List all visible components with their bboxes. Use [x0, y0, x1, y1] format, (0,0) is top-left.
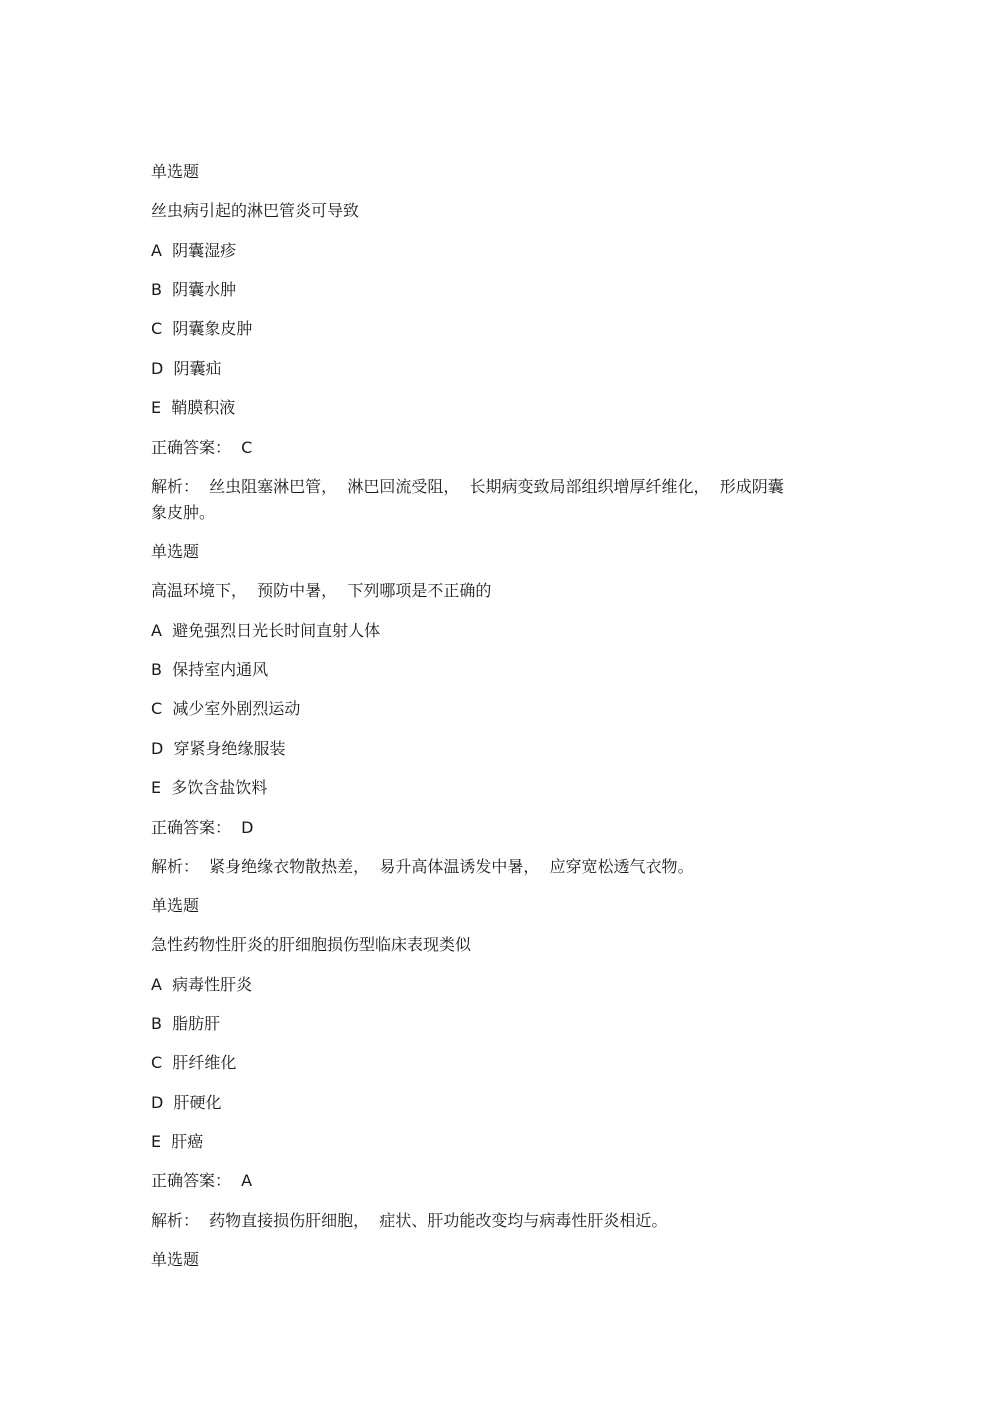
- option-e: E 多饮含盐饮料: [151, 778, 268, 797]
- question-type: 单选题: [151, 896, 200, 915]
- option-c: C 阴囊象皮肿: [151, 319, 253, 338]
- correct-answer: 正确答案： A: [151, 1171, 253, 1190]
- correct-answer: 正确答案： C: [151, 438, 253, 457]
- option-b: B 脂肪肝: [151, 1014, 221, 1033]
- option-a: A 阴囊湿疹: [151, 241, 237, 260]
- analysis-text: 解析： 丝虫阻塞淋巴管， 淋巴回流受阻， 长期病变致局部组织增厚纤维化， 形成阴囊: [151, 477, 784, 496]
- question-stem: 急性药物性肝炎的肝细胞损伤型临床表现类似: [151, 935, 472, 954]
- option-c: C 减少室外剧烈运动: [151, 699, 301, 718]
- question-type: 单选题: [151, 1250, 200, 1269]
- question-stem: 高温环境下， 预防中暑， 下列哪项是不正确的: [151, 581, 492, 600]
- option-e: E 肝癌: [151, 1132, 204, 1151]
- option-c: C 肝纤维化: [151, 1053, 237, 1072]
- option-a: A 病毒性肝炎: [151, 975, 253, 994]
- option-d: D 阴囊疝: [151, 359, 222, 378]
- option-d: D 穿紧身绝缘服装: [151, 739, 286, 758]
- option-d: D 肝硬化: [151, 1093, 222, 1112]
- option-b: B 保持室内通风: [151, 660, 269, 679]
- question-stem: 丝虫病引起的淋巴管炎可导致: [151, 201, 360, 220]
- option-e: E 鞘膜积液: [151, 398, 236, 417]
- analysis-text-continued: 象皮肿。: [151, 503, 216, 522]
- analysis-text: 解析： 药物直接损伤肝细胞， 症状、肝功能改变均与病毒性肝炎相近。: [151, 1211, 668, 1230]
- correct-answer: 正确答案： D: [151, 818, 254, 837]
- option-a: A 避免强烈日光长时间直射人体: [151, 621, 381, 640]
- question-type: 单选题: [151, 542, 200, 561]
- option-b: B 阴囊水肿: [151, 280, 237, 299]
- analysis-text: 解析： 紧身绝缘衣物散热差， 易升高体温诱发中暑， 应穿宽松透气衣物。: [151, 857, 694, 876]
- question-type: 单选题: [151, 162, 200, 181]
